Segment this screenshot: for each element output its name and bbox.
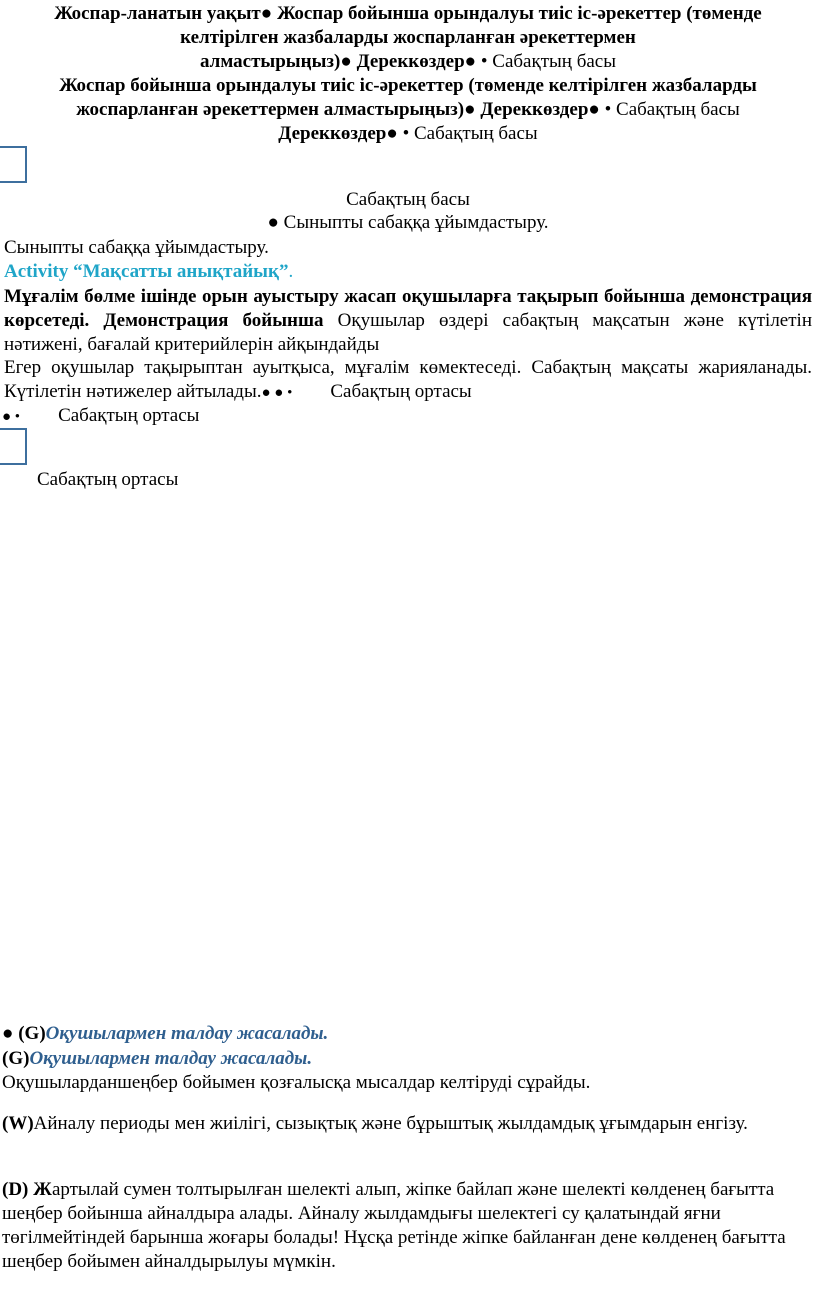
middle-bullet-row: ● • Сабақтың ортасы <box>2 405 200 426</box>
help-paragraph: Егер оқушылар тақырыптан ауытқыса, мұғалім көмектеседі. Сабақтың мақсаты жарияланады. Күтілетін нәтижелер айтылады.● ● • Сабақтың ортасы <box>4 357 812 402</box>
header-line-1: Жоспар-ланатын уақыт● Жоспар бойынша орындалуы тиіс іс-әрекеттер (төменде <box>54 3 762 24</box>
bullet-organize-class: ● Сыныпты сабаққа ұйымдастыру. <box>267 212 549 233</box>
section-title-middle: Сабақтың ортасы <box>37 469 179 490</box>
task-g-bullet: ● (G)Оқушылармен талдау жасалады. <box>2 1023 329 1044</box>
header-line-2: келтірілген жазбаларды жоспарланған әрекеттермен <box>180 27 636 48</box>
text-box-frame <box>0 428 27 465</box>
task-w: (W)Айналу периоды мен жиілігі, сызықтық және бұрыштық жылдамдық ұғымдарын енгізу. <box>2 1113 748 1134</box>
activity-heading: Activity “Мақсатты анықтайық”. <box>4 261 294 282</box>
section-title-start: Сабақтың басы <box>346 189 470 210</box>
text-box-frame <box>0 146 27 183</box>
plan-header <box>0 2 816 146</box>
header-line-4: Жоспар бойынша орындалуы тиіс іс-әрекеттер (төменде келтірілген жазбаларды <box>59 75 757 96</box>
task-g: (G)Оқушылармен талдау жасалады. <box>2 1048 313 1069</box>
task-d: (D) Жартылай сумен толтырылған шелекті алып, жіпке байлап және шелекті көлденең бағытта шеңбер бойынша айналдыра алады. Айналу жылдамдығы шелектегі су қалатындай яғни төгілмейтіндей барынша жоғары болады! Нұсқа ретінде жіпке байланған дене көлденең бағытта шеңбер бойымен айналдырылуы мүмкін. <box>2 1179 786 1272</box>
header-line-3: алмастырыңыз)● Дереккөздер● • Сабақтың басы <box>200 51 616 72</box>
header-line-5: жоспарланған әрекеттермен алмастырыңыз)● Дереккөздер● • Сабақтың басы <box>76 99 740 120</box>
header-line-6: Дереккөздер● • Сабақтың басы <box>278 123 538 144</box>
organize-class-text: Сыныпты сабаққа ұйымдастыру. <box>4 237 269 258</box>
circle-examples-text: Оқушыларданшеңбер бойымен қозғалысқа мысалдар келтіруді сұрайды. <box>2 1072 591 1093</box>
demonstration-paragraph: Мұғалім бөлме ішінде орын ауыстыру жасап оқушыларға тақырып бойынша демонстрация көрсетеді. Демонстрация бойынша Оқушылар өздері сабақтың мақсатын және күтілетін нәтижені, бағалай критерийлерін айқындайды <box>4 286 812 355</box>
